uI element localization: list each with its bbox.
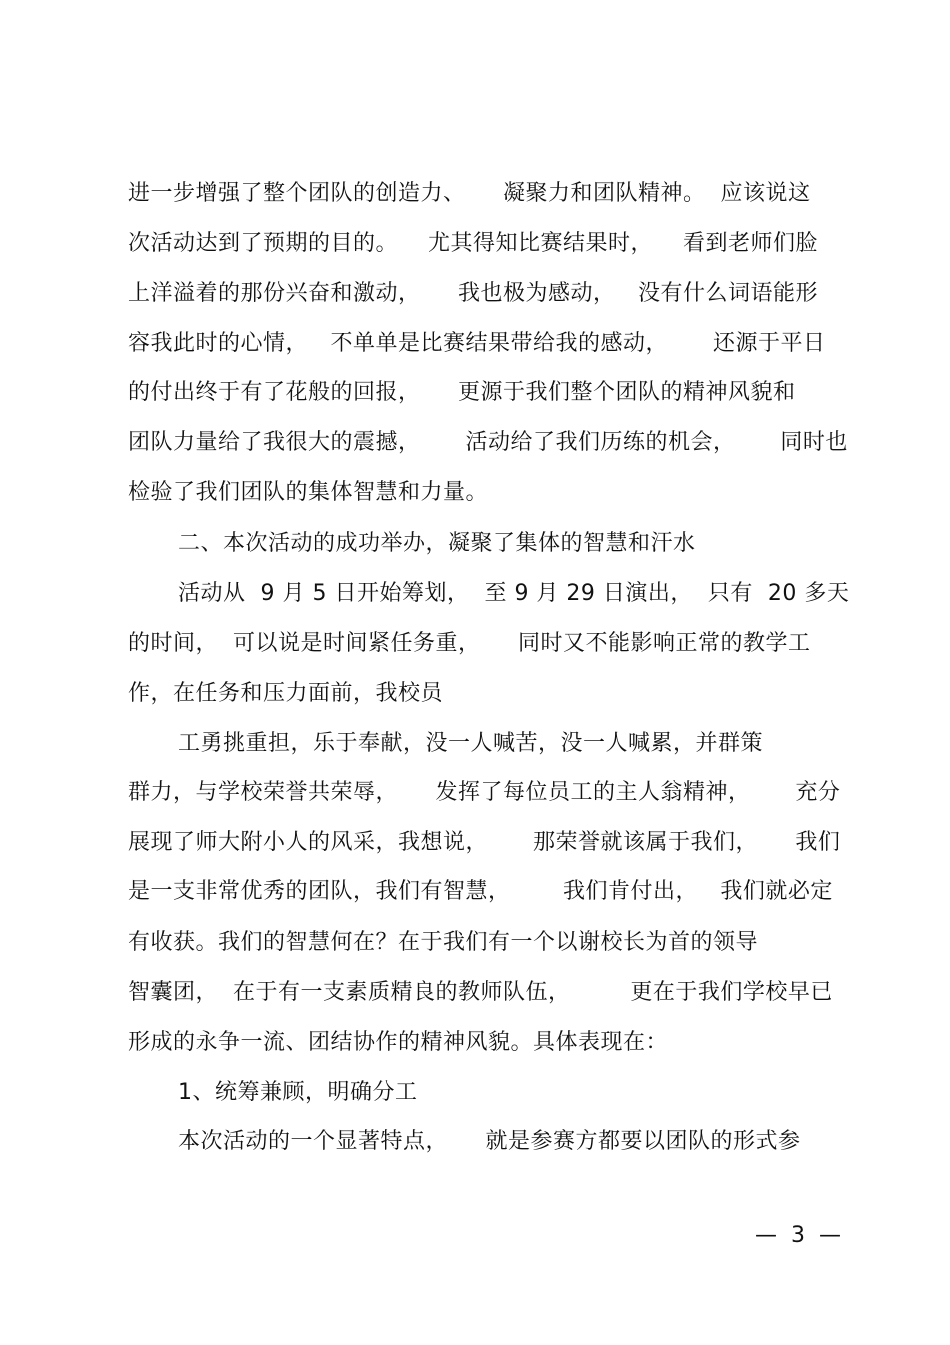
paragraph-line: 上洋溢着的那份兴奋和激动， 我也极为感动， 没有什么词语能形 [128,281,818,306]
paragraph-line: 团队力量给了我很大的震撼， 活动给了我们历练的机会， 同时也 [128,430,848,455]
paragraph-line: 展现了师大附小人的风采，我想说， 那荣誉就该属于我们， 我们 [128,830,841,855]
paragraph-line: 有收获。我们的智慧何在？在于我们有一个以谢校长为首的领导 [128,930,759,955]
paragraph-line: 形成的永争一流、团结协作的精神风貌。具体表现在： [128,1030,669,1055]
page-number: — 3 — [755,1223,841,1248]
paragraph-line: 本次活动的一个显著特点， 就是参赛方都要以团队的形式参 [178,1129,801,1154]
paragraph-line: 检验了我们团队的集体智慧和力量。 [128,480,489,505]
paragraph-line: 的付出终于有了花般的回报， 更源于我们整个团队的精神风貌和 [128,380,796,405]
paragraph-line: 容我此时的心情， 不单单是比赛结果带给我的感动， 还源于平日 [128,331,826,356]
paragraph-line: 智囊团， 在于有一支素质精良的教师队伍， 更在于我们学校早已 [128,980,833,1005]
paragraph-line: 是一支非常优秀的团队，我们有智慧， 我们肯付出， 我们就必定 [128,879,833,904]
paragraph-line: 作，在任务和压力面前，我校员 [128,681,444,706]
paragraph-line: 进一步增强了整个团队的创造力、 凝聚力和团队精神。 应该说这 [128,181,811,206]
list-item-heading: 1、统筹兼顾，明确分工 [178,1080,418,1105]
paragraph-line: 工勇挑重担，乐于奉献，没一人喊苦，没一人喊累，并群策 [178,731,764,756]
section-heading: 二、本次活动的成功举办，凝聚了集体的智慧和汗水 [178,531,696,556]
paragraph-line: 活动从 9 月 5 日开始筹划， 至 9 月 29 日演出， 只有 20 多天 [178,581,850,606]
paragraph-line: 群力，与学校荣誉共荣辱， 发挥了每位员工的主人翁精神， 充分 [128,780,841,805]
paragraph-line: 次活动达到了预期的目的。 尤其得知比赛结果时， 看到老师们脸 [128,231,818,256]
paragraph-line: 的时间， 可以说是时间紧任务重， 同时又不能影响正常的教学工 [128,631,811,656]
